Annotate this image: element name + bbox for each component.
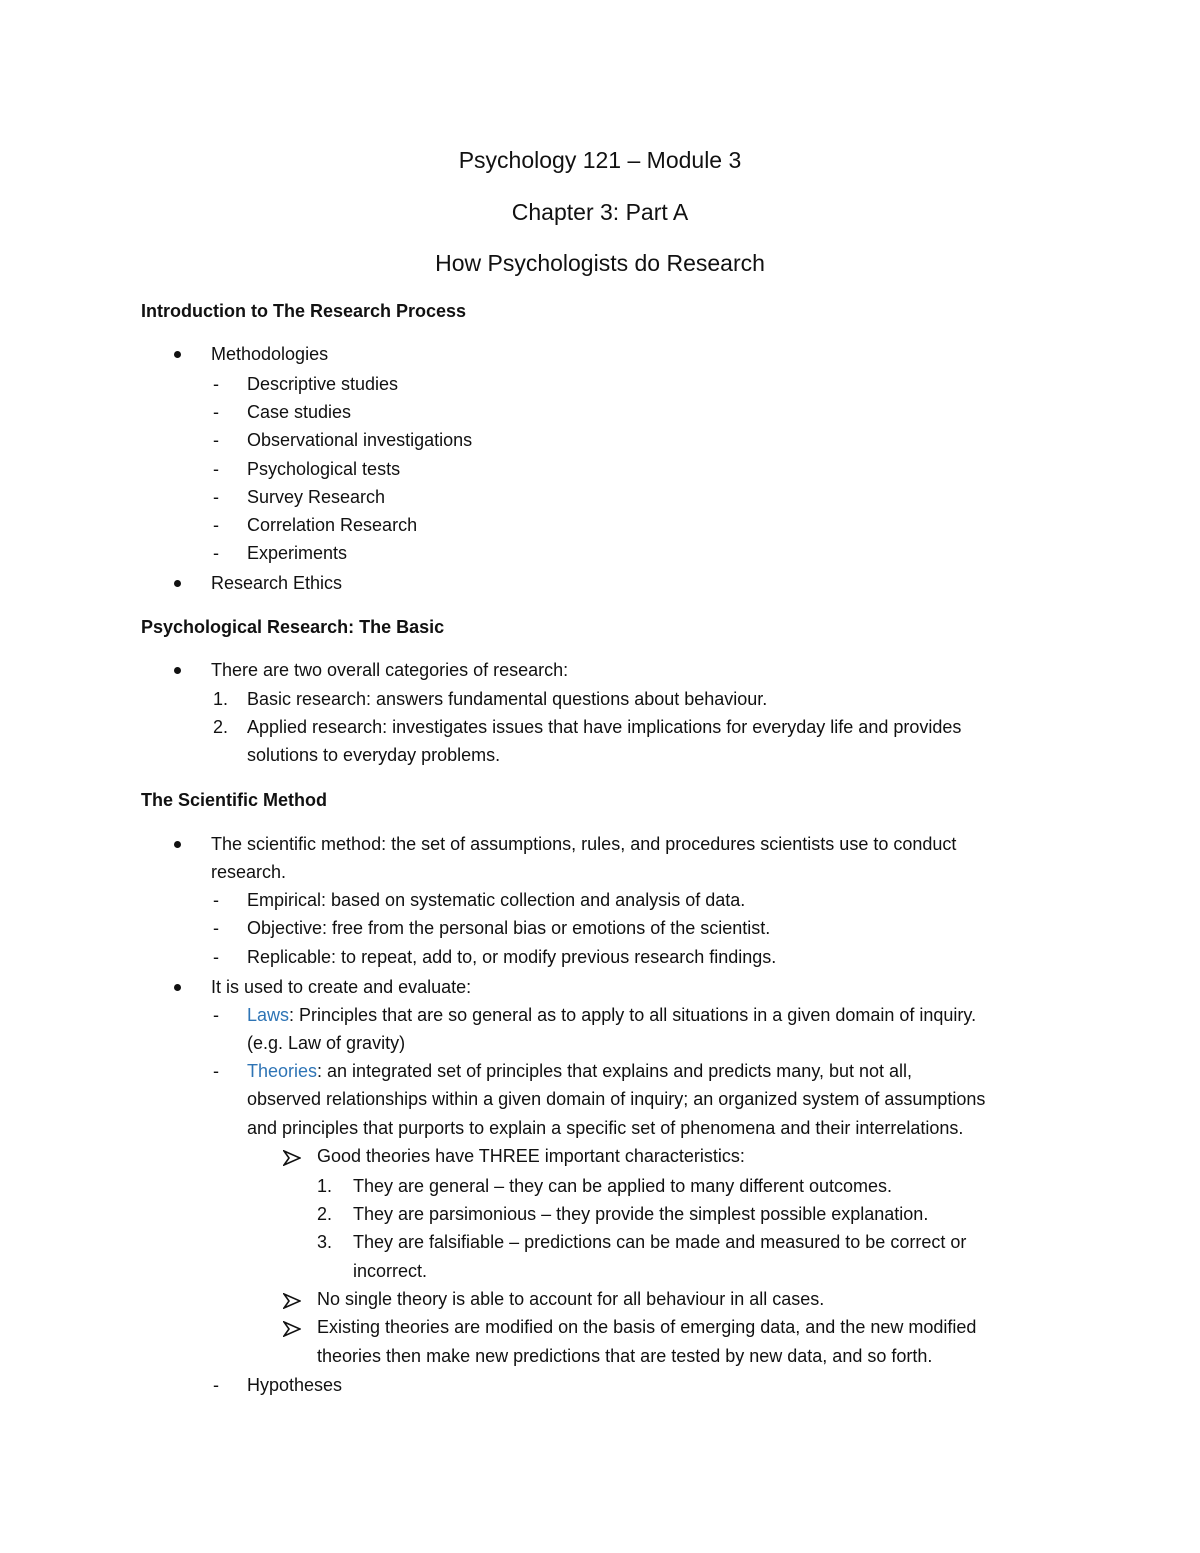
list-item: Observational investigations bbox=[247, 430, 473, 450]
list-item-existing-theories: Existing theories are modified on the basis of emerging data, and the new modified bbox=[317, 1317, 977, 1337]
list-item-ethics: Research Ethics bbox=[211, 573, 343, 593]
list-item: Case studies bbox=[247, 402, 352, 422]
dash-marker: - bbox=[213, 1375, 219, 1395]
list-item-applied-research-cont: solutions to everyday problems. bbox=[247, 745, 501, 765]
list-item-applied-research: Applied research: investigates issues that have implications for everyday life and provides bbox=[247, 717, 962, 737]
bullet-icon bbox=[174, 841, 181, 848]
list-item-parsimonious: They are parsimonious – they provide the simplest possible explanation. bbox=[353, 1204, 929, 1224]
dash-marker: - bbox=[213, 402, 219, 422]
list-item-definition-cont: research. bbox=[211, 862, 287, 882]
laws-definition: : Principles that are so general as to apply to all situations in a given domain of inquiry. bbox=[289, 1005, 977, 1025]
dash-marker: - bbox=[213, 374, 219, 394]
list-item-theories-cont: observed relationships within a given domain of inquiry; an organized system of assumptions bbox=[247, 1089, 986, 1109]
bullet-icon bbox=[174, 984, 181, 991]
list-item-good-theories: Good theories have THREE important characteristics: bbox=[317, 1146, 745, 1166]
document-subtitle-2: How Psychologists do Research bbox=[435, 250, 765, 276]
dash-marker: - bbox=[213, 1005, 219, 1025]
bullet-icon bbox=[174, 580, 181, 587]
dash-marker: - bbox=[213, 515, 219, 535]
list-item-objective: Objective: free from the personal bias or emotions of the scientist. bbox=[247, 918, 771, 938]
section-heading-scientific-method: The Scientific Method bbox=[141, 790, 328, 810]
list-item-laws-cont: (e.g. Law of gravity) bbox=[247, 1033, 406, 1053]
list-item-used: It is used to create and evaluate: bbox=[211, 977, 472, 997]
dash-marker: - bbox=[213, 430, 219, 450]
list-item-categories: There are two overall categories of research: bbox=[211, 660, 569, 680]
dash-marker: - bbox=[213, 1061, 219, 1081]
number-marker: 2. bbox=[317, 1204, 333, 1224]
list-item-hypotheses: Hypotheses bbox=[247, 1375, 343, 1395]
dash-marker: - bbox=[213, 543, 219, 563]
dash-marker: - bbox=[213, 918, 219, 938]
list-item: Survey Research bbox=[247, 487, 386, 507]
list-item-definition: The scientific method: the set of assumptions, rules, and procedures scientists use to conduct bbox=[211, 834, 957, 854]
list-item-basic-research: Basic research: answers fundamental questions about behaviour. bbox=[247, 689, 768, 709]
list-item: Experiments bbox=[247, 543, 348, 563]
list-item-theories-cont: and principles that purports to explain a specific set of phenomena and their interrelations. bbox=[247, 1118, 964, 1138]
bullet-icon bbox=[174, 351, 181, 358]
list-item-replicable: Replicable: to repeat, add to, or modify previous research findings. bbox=[247, 947, 777, 967]
dash-marker: - bbox=[213, 947, 219, 967]
keyword-theories: Theories bbox=[247, 1061, 318, 1081]
theories-definition: : an integrated set of principles that explains and predicts many, but not all, bbox=[317, 1061, 913, 1081]
number-marker: 3. bbox=[317, 1232, 333, 1252]
dash-marker: - bbox=[213, 487, 219, 507]
list-item-empirical: Empirical: based on systematic collection and analysis of data. bbox=[247, 890, 746, 910]
number-marker: 2. bbox=[213, 717, 229, 737]
list-item-no-single-theory: No single theory is able to account for all behaviour in all cases. bbox=[317, 1289, 825, 1309]
list-item: Psychological tests bbox=[247, 459, 401, 479]
document-subtitle: Chapter 3: Part A bbox=[511, 199, 689, 225]
arrow-bullet-icon bbox=[283, 1321, 301, 1337]
number-marker: 1. bbox=[317, 1176, 333, 1196]
section-heading-intro: Introduction to The Research Process bbox=[141, 301, 467, 321]
list-item-existing-theories-cont: theories then make new predictions that are tested by new data, and so forth. bbox=[317, 1346, 933, 1366]
list-item: Correlation Research bbox=[247, 515, 418, 535]
keyword-laws: Laws bbox=[247, 1005, 290, 1025]
arrow-bullet-icon bbox=[283, 1293, 301, 1309]
list-item-falsifiable: They are falsifiable – predictions can be made and measured to be correct or bbox=[353, 1232, 967, 1252]
list-item-theories bbox=[247, 1059, 912, 1083]
section-heading-basic: Psychological Research: The Basic bbox=[141, 617, 445, 637]
document-title: Psychology 121 – Module 3 bbox=[458, 147, 742, 173]
bullet-icon bbox=[174, 667, 181, 674]
arrow-bullet-icon bbox=[283, 1150, 301, 1166]
number-marker: 1. bbox=[213, 689, 229, 709]
list-item-methodologies: Methodologies bbox=[211, 344, 329, 364]
list-item-laws bbox=[247, 1003, 976, 1027]
list-item-falsifiable-cont: incorrect. bbox=[353, 1261, 428, 1281]
list-item-general: They are general – they can be applied to many different outcomes. bbox=[353, 1176, 892, 1196]
list-item: Descriptive studies bbox=[247, 374, 399, 394]
dash-marker: - bbox=[213, 459, 219, 479]
dash-marker: - bbox=[213, 890, 219, 910]
